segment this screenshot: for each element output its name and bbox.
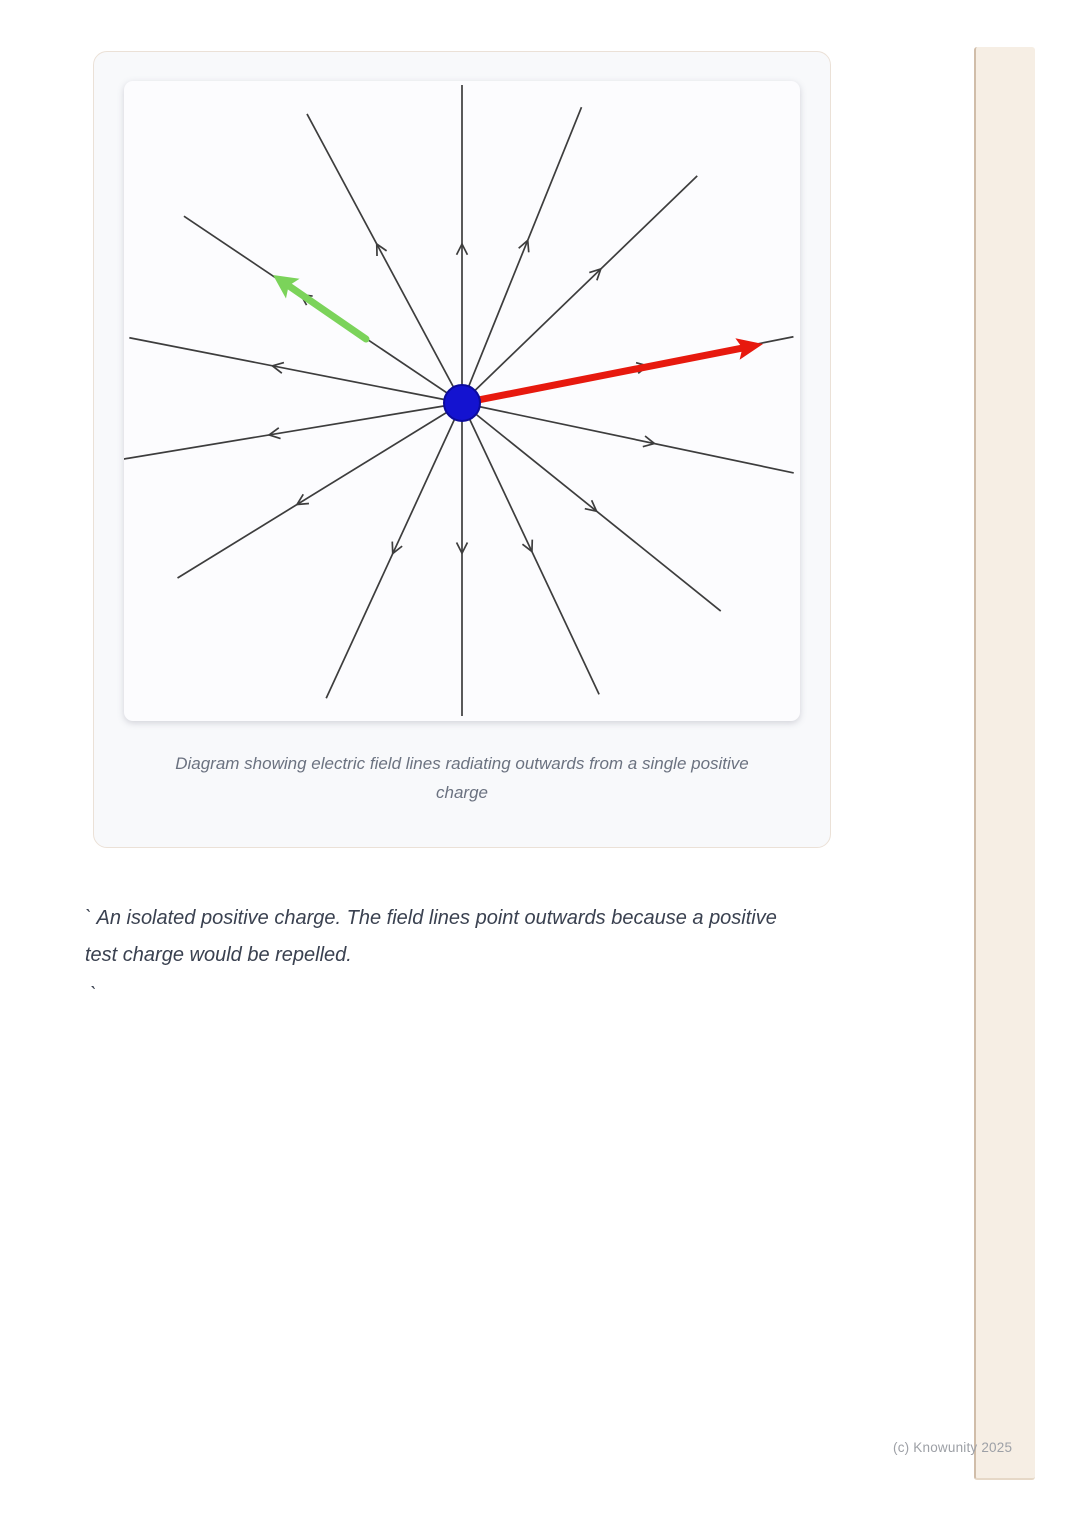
stray-backtick: `	[90, 984, 97, 1006]
caption-line-2: charge	[436, 783, 488, 802]
positive-charge-circle	[444, 385, 480, 421]
green-test-charge-arrow-shaft	[289, 286, 366, 339]
description-line-1: ` An isolated positive charge. The field lines point outwards because a positive	[85, 907, 777, 929]
red-force-arrow-shaft	[468, 348, 742, 402]
description-paragraph	[85, 900, 865, 974]
field-line	[462, 403, 721, 611]
field-line	[462, 107, 581, 403]
field-diagram-panel	[124, 81, 800, 721]
field-diagram-svg	[124, 81, 800, 721]
field-line	[326, 403, 462, 698]
caption-line-1: Diagram showing electric field lines radiating outwards from a single positive	[175, 754, 749, 773]
field-line	[462, 403, 794, 473]
copyright-text: (c) Knowunity 2025	[893, 1440, 1013, 1455]
description-line-2: test charge would be repelled.	[85, 944, 352, 966]
field-line	[462, 176, 697, 403]
side-strip	[974, 47, 1035, 1480]
field-line	[462, 403, 599, 694]
field-line-arrowhead	[297, 494, 309, 504]
field-line	[124, 403, 462, 459]
field-line	[178, 403, 462, 578]
figure-card	[93, 51, 831, 848]
field-line	[307, 114, 462, 403]
figure-caption	[126, 749, 798, 807]
